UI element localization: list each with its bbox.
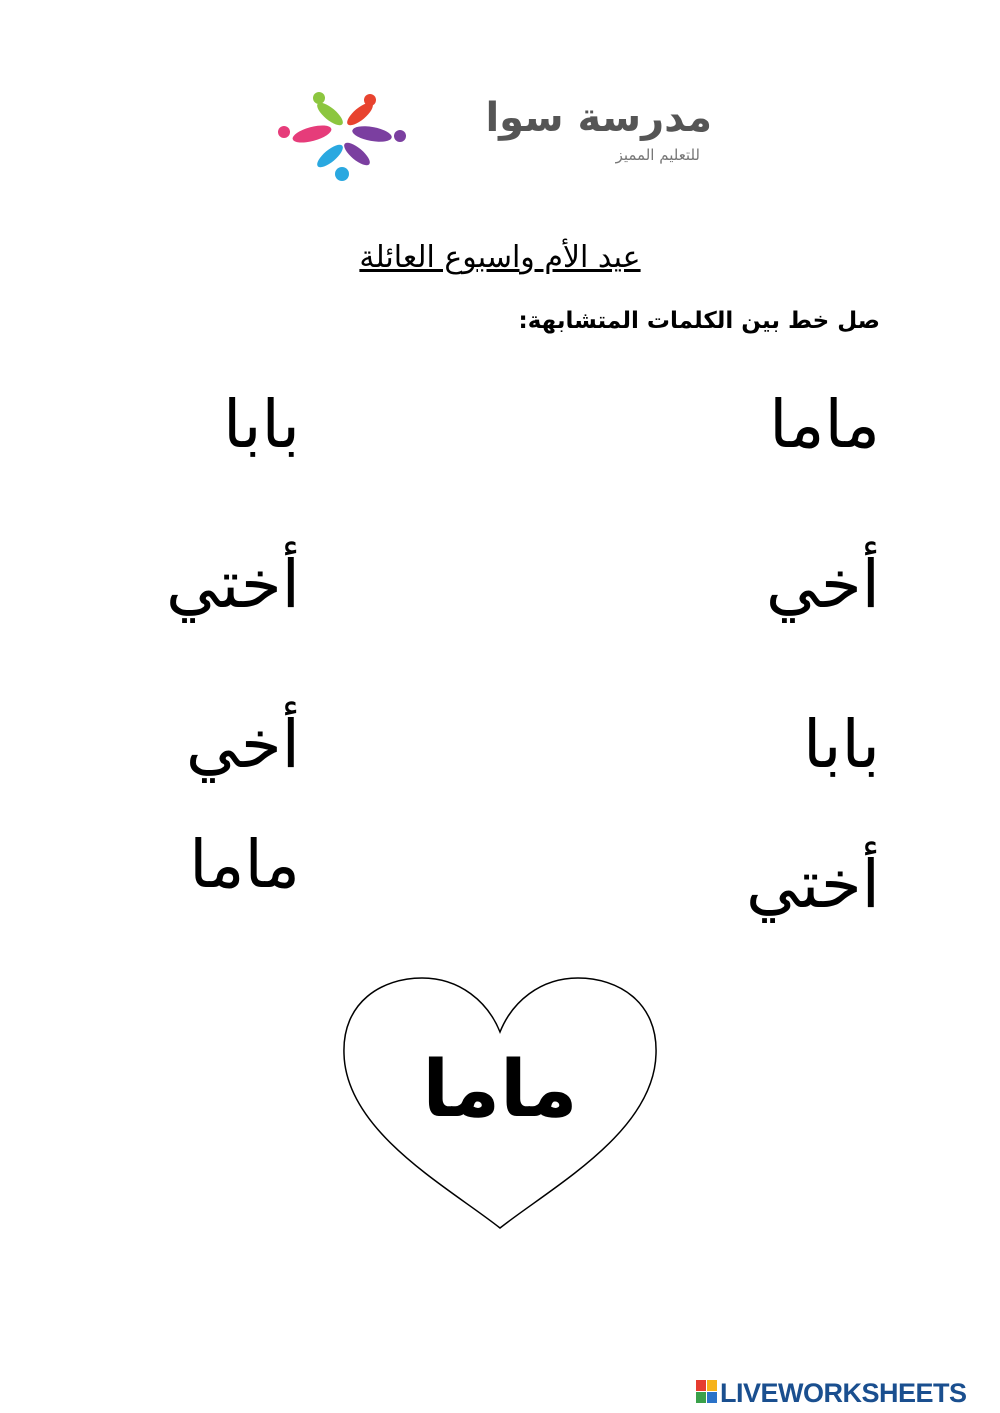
left-word-4[interactable]: ماما <box>189 826 300 903</box>
right-word-4[interactable]: أختي <box>745 846 880 923</box>
school-logo <box>272 92 712 182</box>
instruction-text: صل خط بين الكلمات المتشابهة: <box>518 308 880 334</box>
right-word-2[interactable]: أخي <box>765 546 880 623</box>
school-name: مدرسة سوا <box>485 95 712 141</box>
brand-text: LIVEWORKSHEETS <box>720 1378 967 1408</box>
right-word-1[interactable]: ماما <box>769 386 880 463</box>
liveworksheets-logo-icon <box>696 1380 718 1404</box>
left-word-1[interactable]: بابا <box>223 386 300 463</box>
school-tagline: للتعليم المميز <box>615 146 700 164</box>
liveworksheets-brand[interactable] <box>696 1378 996 1408</box>
school-logo-icon <box>272 92 407 182</box>
left-word-2[interactable]: أختي <box>165 546 300 623</box>
heart-word: ماما <box>422 1045 578 1135</box>
left-word-3[interactable]: أخي <box>185 706 300 783</box>
page-title: عيد الأم واسبوع العائلة <box>359 240 641 275</box>
right-word-3[interactable]: بابا <box>803 706 880 783</box>
